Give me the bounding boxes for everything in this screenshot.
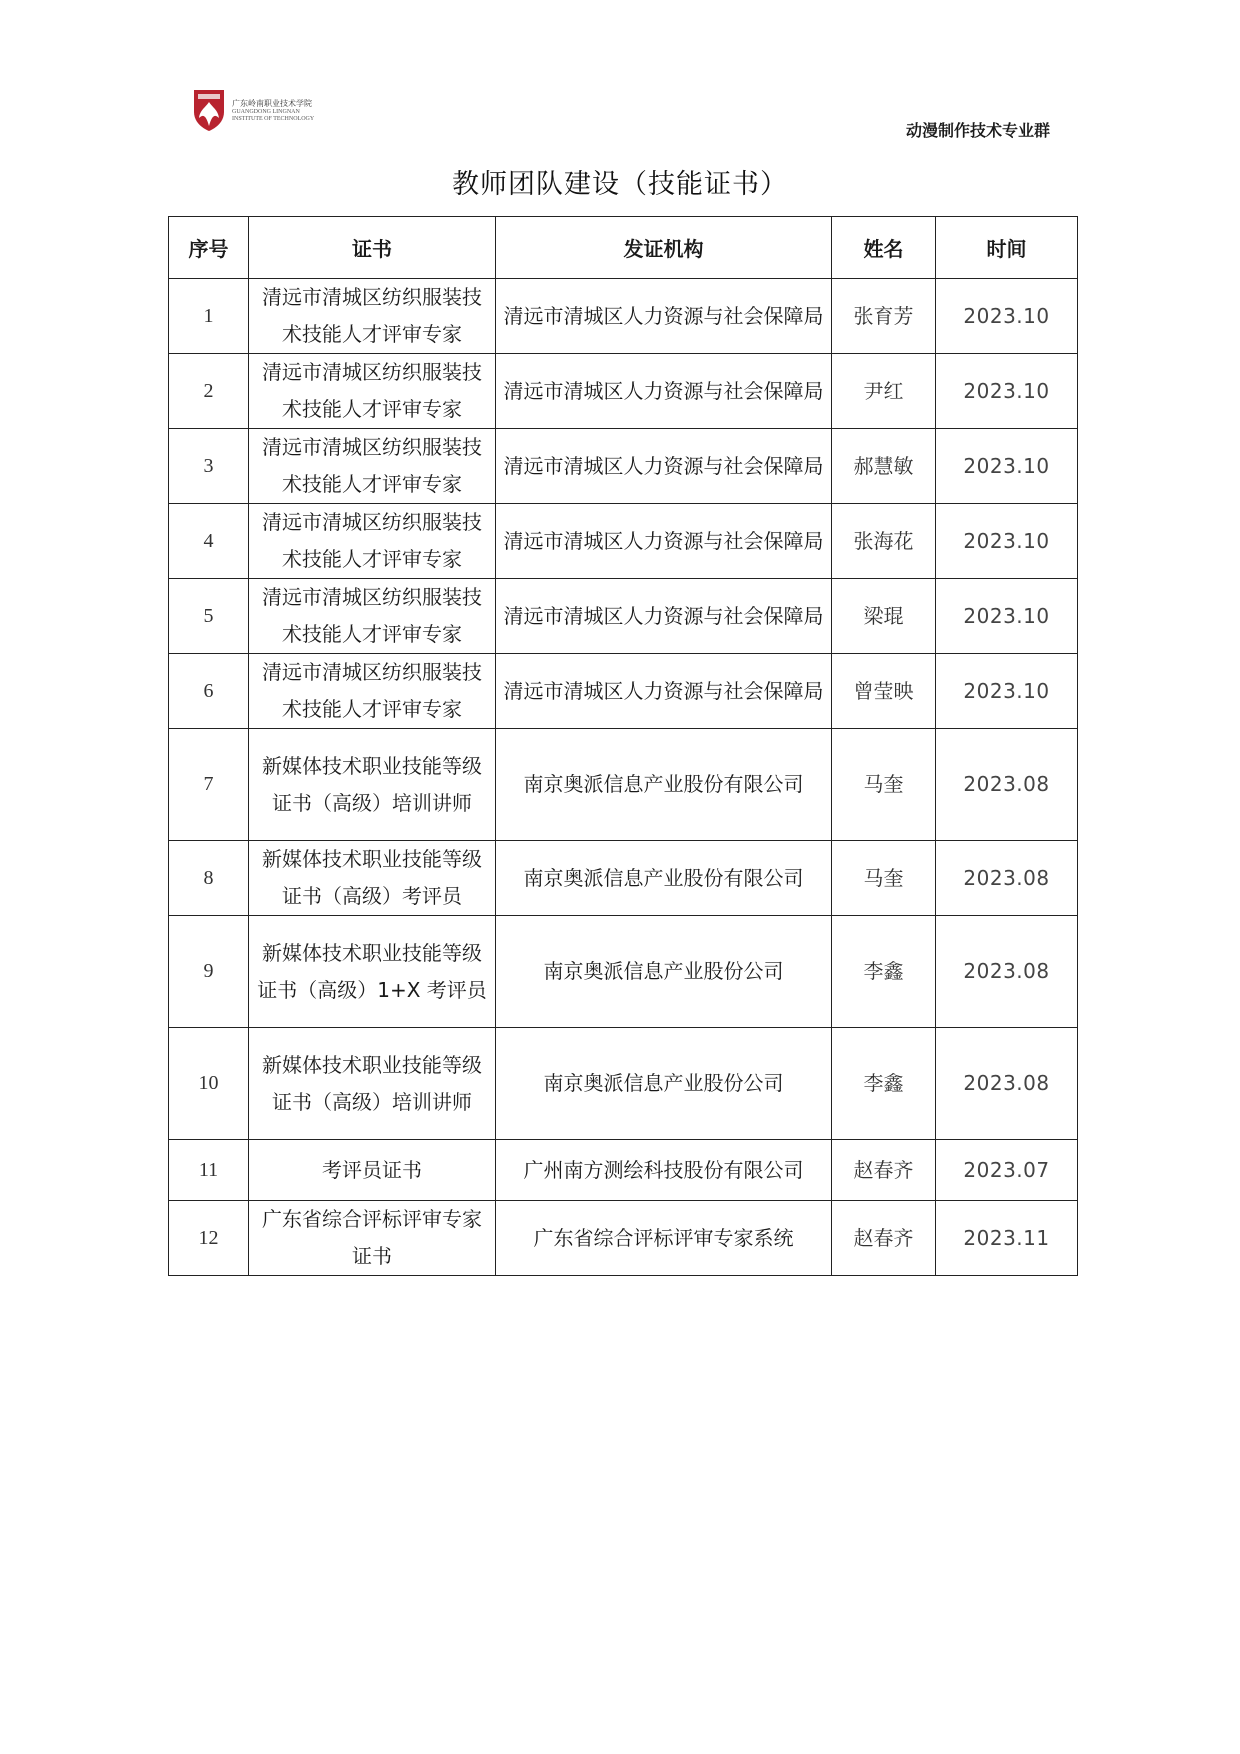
name-cell: 马奎 (832, 841, 936, 916)
logo-chinese-name: 广东岭南职业技术学院 (232, 98, 312, 108)
table-row (169, 579, 1078, 654)
table-header-row (169, 217, 1078, 279)
table-row (169, 1201, 1078, 1276)
issuer-cell: 清远市清城区人力资源与社会保障局 (496, 579, 832, 654)
row-number: 8 (169, 841, 249, 916)
row-number: 3 (169, 429, 249, 504)
row-number: 12 (169, 1201, 249, 1276)
name-cell: 郝慧敏 (832, 429, 936, 504)
table-row (169, 729, 1078, 841)
certificate-cell: 新媒体技术职业技能等级证书（高级）培训讲师 (249, 1028, 496, 1140)
date-cell: 2023.07 (936, 1140, 1078, 1201)
certificate-cell: 清远市清城区纺织服装技术技能人才评审专家 (249, 279, 496, 354)
table-row (169, 1028, 1078, 1140)
row-number: 4 (169, 504, 249, 579)
issuer-cell: 广东省综合评标评审专家系统 (496, 1201, 832, 1276)
issuer-cell: 南京奥派信息产业股份有限公司 (496, 841, 832, 916)
table-row (169, 916, 1078, 1028)
name-cell: 曾莹映 (832, 654, 936, 729)
issuer-cell: 南京奥派信息产业股份有限公司 (496, 729, 832, 841)
name-cell: 张海花 (832, 504, 936, 579)
name-cell: 张育芳 (832, 279, 936, 354)
certificate-cell: 新媒体技术职业技能等级证书（高级）考评员 (249, 841, 496, 916)
date-cell: 2023.10 (936, 279, 1078, 354)
date-cell: 2023.08 (936, 841, 1078, 916)
name-cell: 李鑫 (832, 916, 936, 1028)
issuer-cell: 南京奥派信息产业股份公司 (496, 1028, 832, 1140)
certificates-table (168, 216, 1078, 1276)
logo-english-name: GUANGDONG LINGNAN INSTITUTE OF TECHNOLOGY (232, 108, 315, 122)
column-header-date: 时间 (936, 217, 1078, 279)
table-row (169, 1140, 1078, 1201)
date-cell: 2023.11 (936, 1201, 1078, 1276)
certificate-cell: 清远市清城区纺织服装技术技能人才评审专家 (249, 654, 496, 729)
issuer-cell: 清远市清城区人力资源与社会保障局 (496, 654, 832, 729)
date-cell: 2023.08 (936, 916, 1078, 1028)
certificate-cell: 清远市清城区纺织服装技术技能人才评审专家 (249, 354, 496, 429)
table-row (169, 841, 1078, 916)
date-cell: 2023.08 (936, 1028, 1078, 1140)
certificate-cell: 清远市清城区纺织服装技术技能人才评审专家 (249, 429, 496, 504)
date-cell: 2023.10 (936, 354, 1078, 429)
certificate-cell: 清远市清城区纺织服装技术技能人才评审专家 (249, 504, 496, 579)
department-header: 动漫制作技术专业群 (905, 121, 1050, 140)
issuer-cell: 广州南方测绘科技股份有限公司 (496, 1140, 832, 1201)
name-cell: 赵春齐 (832, 1140, 936, 1201)
table-row (169, 654, 1078, 729)
issuer-cell: 清远市清城区人力资源与社会保障局 (496, 429, 832, 504)
row-number: 5 (169, 579, 249, 654)
name-cell: 李鑫 (832, 1028, 936, 1140)
row-number: 10 (169, 1028, 249, 1140)
certificate-cell: 新媒体技术职业技能等级证书（高级）1+X 考评员 (249, 916, 496, 1028)
date-cell: 2023.10 (936, 654, 1078, 729)
issuer-cell: 清远市清城区人力资源与社会保障局 (496, 504, 832, 579)
page-title: 教师团队建设（技能证书） (452, 169, 788, 200)
table-row (169, 354, 1078, 429)
issuer-cell: 南京奥派信息产业股份公司 (496, 916, 832, 1028)
row-number: 7 (169, 729, 249, 841)
date-cell: 2023.10 (936, 504, 1078, 579)
column-header-issuer: 发证机构 (496, 217, 832, 279)
name-cell: 赵春齐 (832, 1201, 936, 1276)
column-header-name: 姓名 (832, 217, 936, 279)
certificate-cell: 广东省综合评标评审专家证书 (249, 1201, 496, 1276)
issuer-cell: 清远市清城区人力资源与社会保障局 (496, 279, 832, 354)
date-cell: 2023.10 (936, 579, 1078, 654)
row-number: 6 (169, 654, 249, 729)
column-header-certificate: 证书 (249, 217, 496, 279)
table-row (169, 504, 1078, 579)
school-logo (192, 88, 322, 132)
name-cell: 梁琨 (832, 579, 936, 654)
certificate-cell: 新媒体技术职业技能等级证书（高级）培训讲师 (249, 729, 496, 841)
school-crest-icon (192, 88, 226, 132)
issuer-cell: 清远市清城区人力资源与社会保障局 (496, 354, 832, 429)
column-header-number: 序号 (169, 217, 249, 279)
name-cell: 尹红 (832, 354, 936, 429)
row-number: 11 (169, 1140, 249, 1201)
name-cell: 马奎 (832, 729, 936, 841)
row-number: 2 (169, 354, 249, 429)
date-cell: 2023.10 (936, 429, 1078, 504)
row-number: 9 (169, 916, 249, 1028)
date-cell: 2023.08 (936, 729, 1078, 841)
certificate-cell: 考评员证书 (249, 1140, 496, 1201)
row-number: 1 (169, 279, 249, 354)
table-row (169, 429, 1078, 504)
certificate-cell: 清远市清城区纺织服装技术技能人才评审专家 (249, 579, 496, 654)
table-row (169, 279, 1078, 354)
